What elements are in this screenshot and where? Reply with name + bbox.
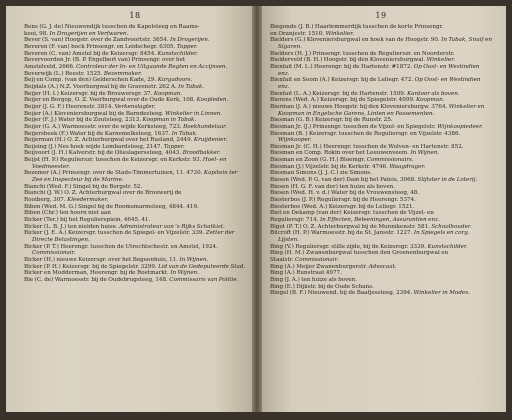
entry-text: Bierman (J. A.) nieuwe Hoogstr. bij den Kloveniersburgw. 3764. [270,103,449,110]
directory-entry [24,277,246,284]
directory-entry [270,217,492,224]
left-page [6,6,252,412]
directory-entry [24,104,246,111]
entry-text: Bingel (B. F.) Nieuwend. bij de Baafjessteeg, 2394. [270,290,414,297]
entry-occupation: In Wijnen. [410,150,440,157]
entry-text: Biesman Jr. (J.) Prinsengr. tusschen de Vijzel- en Spiegelstr. [270,123,438,130]
directory-entry [270,157,492,164]
directory-entry [270,230,492,243]
entry-text: Beverwijk (L.) Reestr. 1525. [24,70,104,77]
entry-text: Bienfait (M. L.) Heerengr. bij de Hartenstr. #1872. [270,63,414,70]
entry-text: Bicker (P. H.) Keizersgr. bij de Spiegelstr. 3299. [24,263,159,270]
entry-occupation: Waagdrager. [389,163,426,170]
entry-text: Biesman Simons (J. J. C.) zie Simons. [270,170,372,177]
entry-text: Bing (V.) Reguliersgr. stille zijde, bij de Keizersgr. 3339. [270,243,428,250]
entry-occupation: Kruijdenier. [193,137,228,144]
entry-occupation: In Drogerijen. [170,37,210,44]
entry-occupation: In Tabak, Snuif en Sigaren. [278,37,492,50]
entry-text: Beijvoort (J. H.) Kalverstr. bij de Olieslagerssteeg, 4043. [24,150,183,157]
entry-occupation: Kargadoors. [157,77,193,84]
entry-text: Bicker (H.) nieuwe Keizersgr. over het Begeenhuis, 11. [24,256,180,263]
entry-text: Beijersbeek (F.) Water bij de Karnemelksteeg, 1637. [24,130,172,137]
entry-text: Biesterbos (J. P.) Reguliersgr. bij de Heerengr. 5374. [270,197,416,204]
entry-occupation: In Wijnen. [179,256,209,263]
entry-text: Beijer (F. J.) Water bij de Zoutsteeg, 2313. [24,117,143,124]
entry-occupation: Commissionair. [294,256,339,263]
entry-text: Biesen (H. G. F. van der) ten huize als boven. [270,183,396,190]
directory-entry [270,131,492,144]
entry-text: Beijer (A.) Kloveniersburgwal bij de Barndesteeg. [24,110,166,117]
entry-text: Beveren (C. van) Amstel bij de Keizersgr. 8454. [24,50,158,57]
directory-entry [270,290,492,297]
directory-entry [24,64,246,71]
directory-entry [24,217,246,224]
entry-text: Bicker (P. T.) Heerengr. tusschen de Utrechtschestr. en Amstel, 1924. [24,243,218,250]
entry-text: Bienfait (L. A.) Keizersgr. bij de Hartenstr. 1509. [270,90,408,97]
directory-entry [24,257,246,264]
entry-occupation: Verkenslagter. [114,103,156,110]
directory-entry [24,84,246,91]
entry-occupation: In Wijnen. [170,270,200,277]
directory-entry [270,270,492,277]
entry-occupation: In Effecten, Beleeningen, Assurantien enz. [319,217,440,224]
entry-text: Bianchi (Wed. F.) Singel bij de Bergstr. 52. [24,183,143,190]
entry-text: Bigot (P. T.) O. Z. Achterburgwal bij de Munnikenstr. 581. [270,223,432,230]
entry-occupation: Kantoor als boven. [407,90,460,97]
directory-entry [24,197,246,204]
directory-entry [24,117,246,124]
directory-entry [24,137,246,144]
entry-occupation: Winkelier in Linnen. [165,110,223,117]
entry-text: Biet en Dekamp (van der) Keizersgr. tusschen de Vijzel- en [270,210,434,217]
entry-text: Biben (Wed. M. G.) Singel bij de Roomsmarmsteeg, 4844. 419. [24,203,199,210]
directory-entry [270,197,492,204]
entry-text: Bie (C. de) Warmoesstr. bij de Oudebrugsteeg, 148. [24,276,170,283]
entry-occupation: Wijnkooper. [278,137,312,144]
directory-entry [270,77,492,90]
entry-occupation: Tapper. [163,143,185,150]
directory-entry [24,270,246,277]
entry-occupation: Winkelier en Koopman in Engelsche Garens, Linten en Passementen. [278,103,485,117]
entry-text: Bielders (G.) Kloveniersburgwal en hoek van de Hoogstr. 90. [270,37,442,44]
directory-entry [270,144,492,151]
directory-entry [24,170,246,183]
entry-text: Beijer (G. A.) Warmoesstr. over de wijde Kerksteeg, 723. [24,123,184,130]
directory-entry [270,277,492,284]
directory-entry [24,44,246,51]
entry-occupation: Kleedermaker. [67,197,109,204]
entry-occupation: Commissionair. [32,250,76,257]
directory-entry [270,177,492,184]
entry-occupation: Boekhandelaar. [183,123,228,130]
entry-text: Bing (J. A.) ten huize als boven. [270,276,357,283]
entry-text: Beijsing (J.) Nes hoek wijde Lombardsteeg, 2147. [24,143,164,150]
directory-entry [270,57,492,64]
entry-occupation: Bezemmaker. [103,70,143,77]
entry-occupation: Commissaris van Politie. [169,276,239,283]
entry-text: kooi, 98. [24,30,50,37]
directory-entry [24,24,246,31]
directory-entry [270,210,492,217]
entry-occupation: Tapper. [176,43,198,50]
directory-entry [24,230,246,243]
entry-occupation: Koopleden. [196,97,229,104]
entry-occupation: Hoel- en Voedmeester. [32,157,227,170]
directory-entry [270,124,492,131]
entry-text: Biesterbos (Wed. A.) Keizersgr. bij de Leliegr. 1521. [270,203,415,210]
entry-text: Biesman Jr. (C. H.) Heerengr. tusschen de Wolven- en Hartenstr. 852. [270,143,464,150]
directory-entry [24,190,246,197]
directory-entry [270,37,492,50]
entry-occupation: Op Oost- en Westindien enz. [278,63,480,77]
entry-text: Beijdals (A.) N.Z. Voorburgwal bij de Gravenstr. 262 A. [24,83,179,90]
entry-text: Bever (S. van) Hoogstr. over de Zandvoortstr. 3654. [24,37,171,44]
entry-occupation: Administrateur van 's Rijks Schatkist. [119,223,225,230]
entry-text: Bierens (Wed. A.) Keizersgr. bij de Spiegelstr. 4099. [270,97,417,104]
entry-text: Biesen (Wed. H. v. d.) Water bij de Vrouwensteeg, 48. [270,190,420,197]
directory-entry [24,91,246,98]
entry-occupation: In Tabak. [171,130,198,137]
entry-text: Beijst (H. P.) Regulierszr. tusschen de Keizersgr. en Kerkstr. 93. [24,157,203,164]
entry-text: Bicker (L. B. J.) ten nielden huise. [24,223,120,230]
entry-occupation: Broodbakker. [182,150,221,157]
entry-text: Bing (E.) Dijkstr. bij de Oude Schans. [270,283,374,290]
entry-occupation: Koopman. [153,90,183,97]
entry-occupation: Controleur der In- en Uitgaande Regten en Accijnsen. [76,63,228,70]
entry-text: Biesman (G. B.) Keizersgr. bij de Runstr. 25. [270,117,393,124]
entry-text: Bianchi (J. W.) O. Z. Achterburgwal over de Brouwerij de [24,190,182,197]
entry-occupation: Zetter der Directe Belastingen. [32,230,235,243]
entry-text: Bicker (J. E. A.) Keizersgr. tusschen de Spiegel- en Vijzelstr. 339. [24,230,206,237]
entry-text: Beij en Comp. (van den) Gelderschen Kade, 29. [24,77,158,84]
entry-text: Staalstr. [270,256,295,263]
entry-occupation: Op Oost- en Westindien enz. [278,77,481,90]
directory-entry [24,77,246,84]
entry-text: Biegonde (J. B.) Haarlemmerdijk tusschen de korte Prinsengr. [270,24,444,30]
entry-text: Biesman (B. ) Keizersgr. tusschen de Reguliersgr. en Vijzelstr. 4386. [270,130,461,137]
entry-text: Beijer (H. I.) Keizersgr. bij de Brouwersgr. 37. [24,90,154,97]
directory-entry [24,157,246,170]
entry-text: Biesen (Wed. P. G. van der) Dam bij het Paleis, 3068. [270,177,418,184]
entry-text: Beijerman (H.) O. Z. Achterburgwal over het Rusland, 2449. [24,137,194,144]
entry-text: Beijer (J. G. F.) Heerenstr. 3814. [24,103,115,110]
directory-entry [270,104,492,117]
entry-occupation: Winkelier in Modes. [413,290,470,297]
directory-entry [270,97,492,104]
entry-text: Bienfait en Soom (A.) Keizersgr. bij de Leliegr. 472. [270,77,415,84]
entry-text: Beijer en Borgop, O. Z. Voorburgwal over de Oude Kerk, 108. [24,97,197,104]
entry-occupation: Winkelier. [325,30,355,37]
directory-entry [24,37,246,44]
entry-occupation: Advocaat. [368,263,397,270]
directory-entry [24,124,246,131]
entry-text: Amstelveld, 2666. [24,63,77,70]
entry-occupation: Commissionairs. [366,157,414,164]
entry-text: Bing (H. M.) Zwanenburgwal tusschen den Groenenburgwal en [270,250,449,257]
directory-entry [270,64,492,77]
directory-entry [270,24,492,31]
entry-text: Biben (Chr.) ten hoorn niet aan [24,210,111,217]
entry-text: Bens (G. J. de) Nieuwendijk tusschen de Kapelsteeg en Raams- [24,24,200,30]
right-page [262,6,506,412]
entry-text: Bicker en Modderman, Heerengr. bij de Roetmarkt. [24,270,171,277]
entry-text: Biesman en Comp. Rokin over het Leeuwenveem. [270,150,411,157]
entry-text: Bilcroft (H. P.) Warmoesstr. bij de St. Jansstr. 1227. [270,230,414,237]
entry-occupation: Koopman. [416,97,445,104]
directory-entry [24,264,246,271]
entry-occupation: Kapitein ter Zee en Inspecteur bij de Marine. [32,170,238,184]
entry-occupation: Schoolhouder. [431,223,472,230]
directory-entry [24,57,246,64]
entry-occupation: Winkelier. [426,57,456,64]
entry-occupation: Kunstschilder. [427,243,468,250]
entry-occupation: Slijtster in de Loterij. [417,177,478,184]
entry-text: Rooiberg, 307. [24,197,68,204]
page-number-right: 19 [375,11,387,20]
directory-entry [270,257,492,264]
directory-entry [24,97,246,104]
directory-entry [270,250,492,257]
entry-occupation: Lid van de Gedeputeerde Stad. [158,263,246,270]
entry-text: Beveren (F. van) bock Prinsengr. en Leidschegr. 6305. [24,43,177,50]
entry-occupation: In Drogerijen en Verfwaren. [49,30,129,37]
entry-text: Bevervoorden Jr. (B. P. Engelbert van) Prinsengr. over het [24,57,186,64]
entry-occupation: Kunstschilder. [157,50,198,57]
entry-text: Bing (A.) Runstraat 4977. [270,270,342,277]
directory-entry [24,244,246,257]
entry-text: Biesman (J.) Vijzelstr. bij de Kerkstr. 4746. [270,163,390,170]
entry-occupation: Koopman in Tabak. [142,117,197,124]
entry-text: Bielders (H. J.) Prinsengr. tusschen de Regulierszr. en Noorderstr. [270,50,455,57]
entry-text: Bicker (Ter.) bij het Regulierspiein, 4645. 41. [24,217,151,224]
page-number-left: 18 [129,11,141,20]
entry-text: Bing (A.) Meijer Zwanenburgerstr. [270,263,369,270]
directory-entries-right [270,24,492,297]
entry-text: Biesman en Zoon (G. H.) Bloemgr. [270,157,367,164]
entry-text: en Oranjestr. 1510. [270,30,326,37]
directory-entries-left [24,24,246,284]
entry-occupation: In Tabak. [178,83,205,90]
entry-text: Bezemer (A.) Prinsengr. over de Stads-Timmertuinen, 11. 4730. [24,170,204,177]
directory-entry [270,117,492,124]
entry-occupation: In Spiegels en corg. Lijsten. [278,230,470,243]
entry-text: Bielderveld (B. H.) Hoogstr. bij den Kloveniersburgwal. [270,57,427,64]
entry-text: Reguliersgr. 714. [270,217,320,224]
book-gutter [252,6,262,412]
entry-occupation: Wijnkoopiedeer. [437,123,483,130]
